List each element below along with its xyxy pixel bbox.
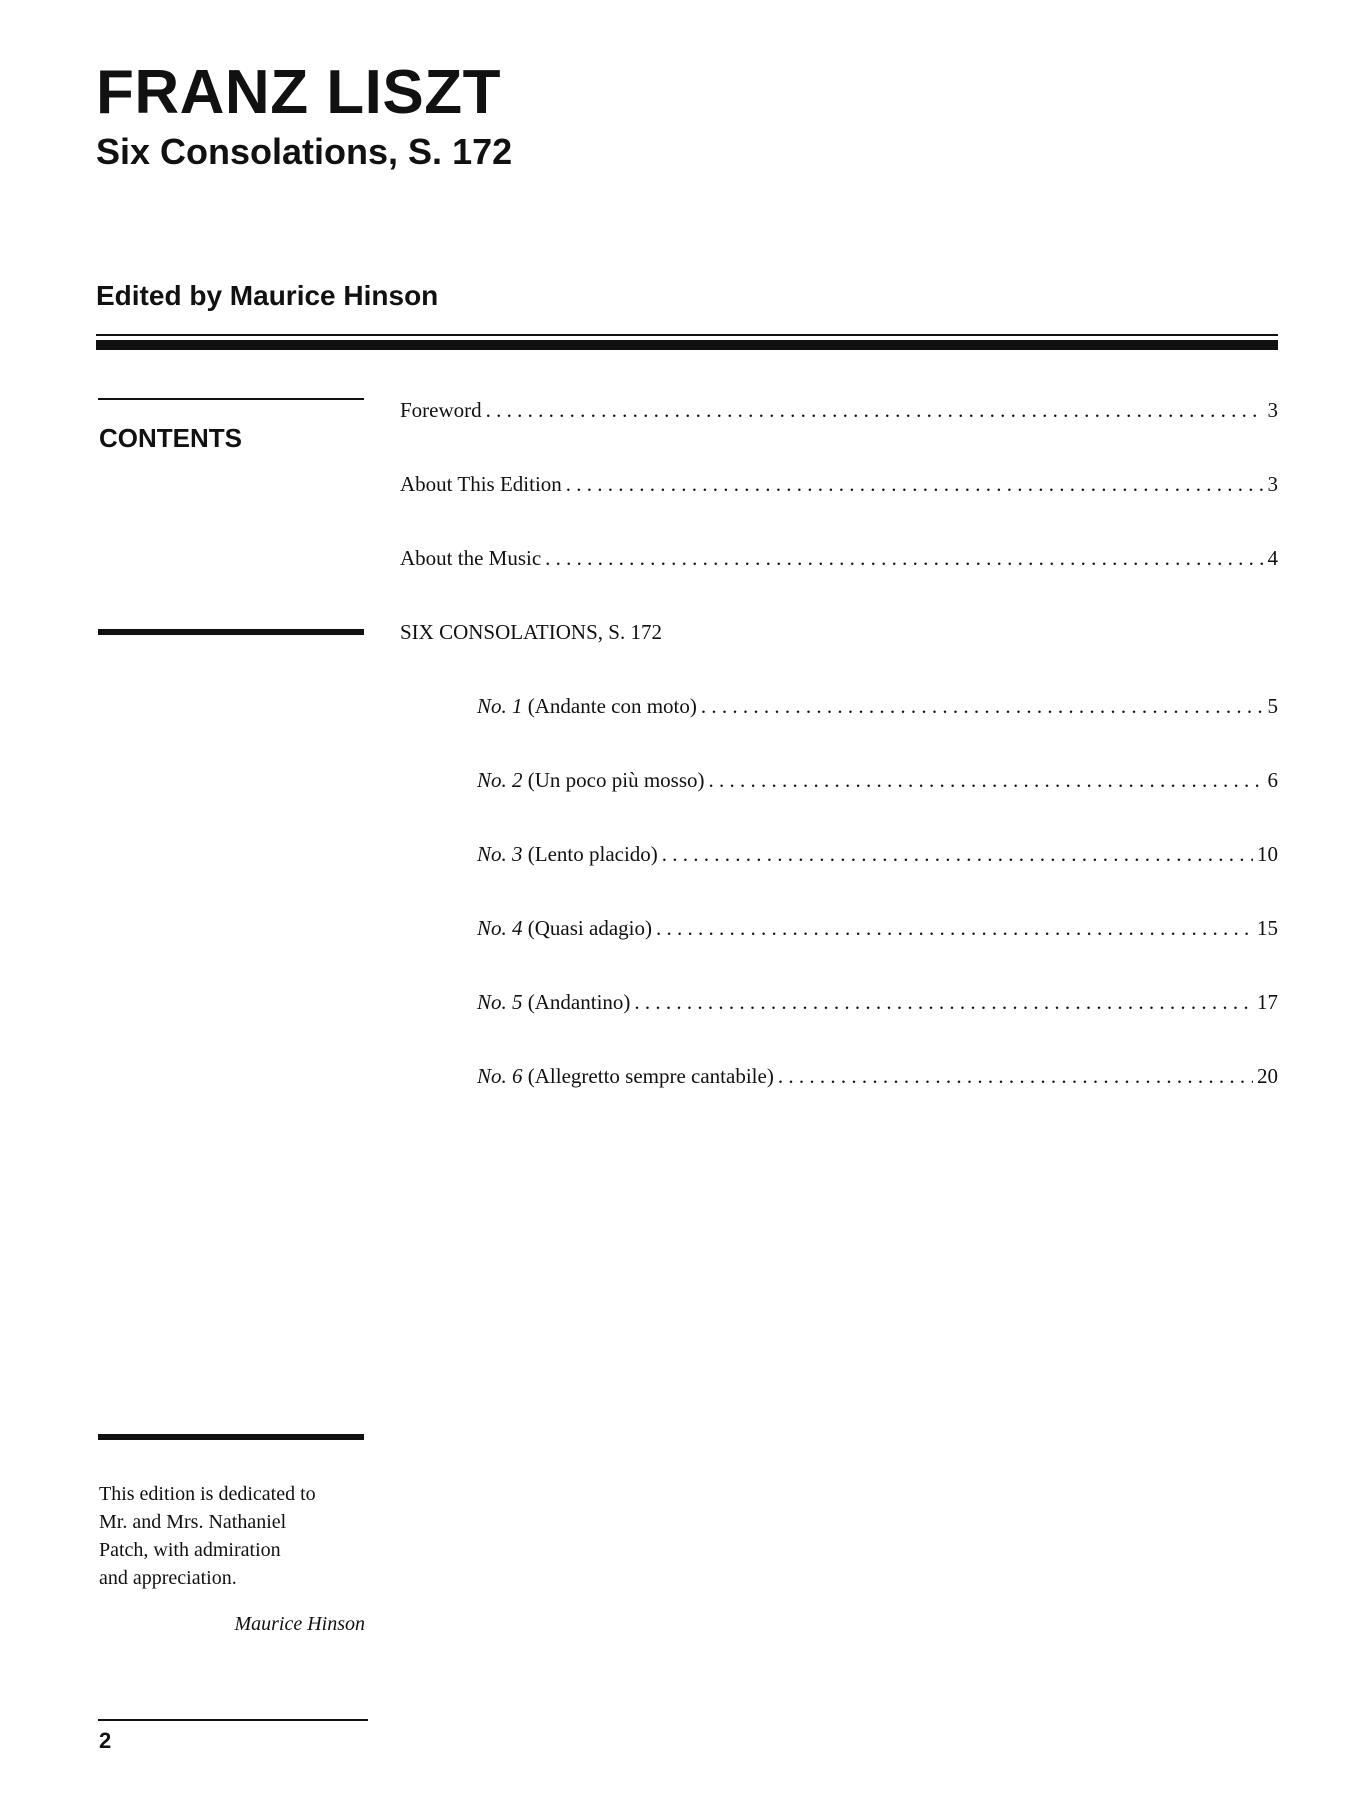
dedication-text [99, 1480, 369, 1592]
dedication-line: Patch, with admiration [99, 1539, 281, 1561]
dot-leader [566, 470, 1264, 498]
dot-leader [656, 914, 1253, 942]
toc-entry-no-3[interactable] [477, 840, 1278, 868]
editor-credit: Edited by Maurice Hinson [96, 280, 439, 311]
dot-leader [545, 544, 1263, 572]
toc-entry-foreword[interactable] [400, 396, 1278, 424]
composer-name: FRANZ LISZT [96, 58, 501, 127]
toc-entry-about-music[interactable] [400, 544, 1278, 572]
dot-leader [778, 1062, 1253, 1090]
dot-leader [486, 396, 1264, 424]
toc-entry-label: About This Edition [400, 472, 562, 496]
dedication-signature: Maurice Hinson [234, 1613, 365, 1635]
toc-entry-page: 5 [1267, 694, 1278, 718]
footer-rule [98, 1719, 368, 1721]
section-heading: SIX CONSOLATIONS, S. 172 [400, 620, 662, 644]
dot-leader [709, 766, 1264, 794]
toc-entry-page: 20 [1257, 1064, 1278, 1088]
dot-leader [701, 692, 1264, 720]
toc-entry-no-2[interactable] [477, 766, 1278, 794]
toc-entry-no-5[interactable] [477, 988, 1278, 1016]
toc-entry-no-4[interactable] [477, 914, 1278, 942]
piece-number: No. 6 [477, 1064, 523, 1088]
piece-number: No. 3 [477, 842, 523, 866]
piece-title: (Lento placido) [527, 842, 658, 866]
piece-number: No. 4 [477, 916, 523, 940]
dedication-line: Mr. and Mrs. Nathaniel [99, 1511, 287, 1533]
toc-entry-page: 3 [1267, 472, 1278, 496]
dot-leader [634, 988, 1253, 1016]
sidebar-rule-lower [98, 1434, 364, 1440]
piece-title: (Allegretto sempre cantabile) [527, 1064, 774, 1088]
toc-entry-no-1[interactable] [477, 692, 1278, 720]
toc-entry-about-edition[interactable] [400, 470, 1278, 498]
piece-number: No. 5 [477, 990, 523, 1014]
dedication-line: This edition is dedicated to [99, 1483, 316, 1505]
header-rule-thick [96, 340, 1278, 350]
piece-title: (Andantino) [527, 990, 631, 1014]
toc-entry-page: 6 [1267, 768, 1278, 792]
toc-entry-page: 10 [1257, 842, 1278, 866]
sidebar-rule-middle [98, 629, 364, 635]
work-title: Six Consolations, S. 172 [96, 131, 513, 172]
contents-heading: CONTENTS [99, 423, 242, 453]
toc-entry-label: Foreword [400, 398, 482, 422]
dedication-line: and appreciation. [99, 1567, 237, 1589]
piece-title: (Andante con moto) [527, 694, 697, 718]
toc-entry-page: 4 [1267, 546, 1278, 570]
toc-entry-page: 15 [1257, 916, 1278, 940]
piece-title: (Un poco più mosso) [527, 768, 705, 792]
toc-entry-no-6[interactable] [477, 1062, 1278, 1090]
dot-leader [662, 840, 1253, 868]
toc-entry-page: 3 [1267, 398, 1278, 422]
piece-number: No. 2 [477, 768, 523, 792]
piece-number: No. 1 [477, 694, 523, 718]
page-number: 2 [99, 1728, 112, 1753]
toc-entry-page: 17 [1257, 990, 1278, 1014]
sidebar-rule-top [98, 398, 364, 400]
toc-entry-label: About the Music [400, 546, 542, 570]
piece-title: (Quasi adagio) [527, 916, 652, 940]
header-rule-thin [96, 334, 1278, 336]
